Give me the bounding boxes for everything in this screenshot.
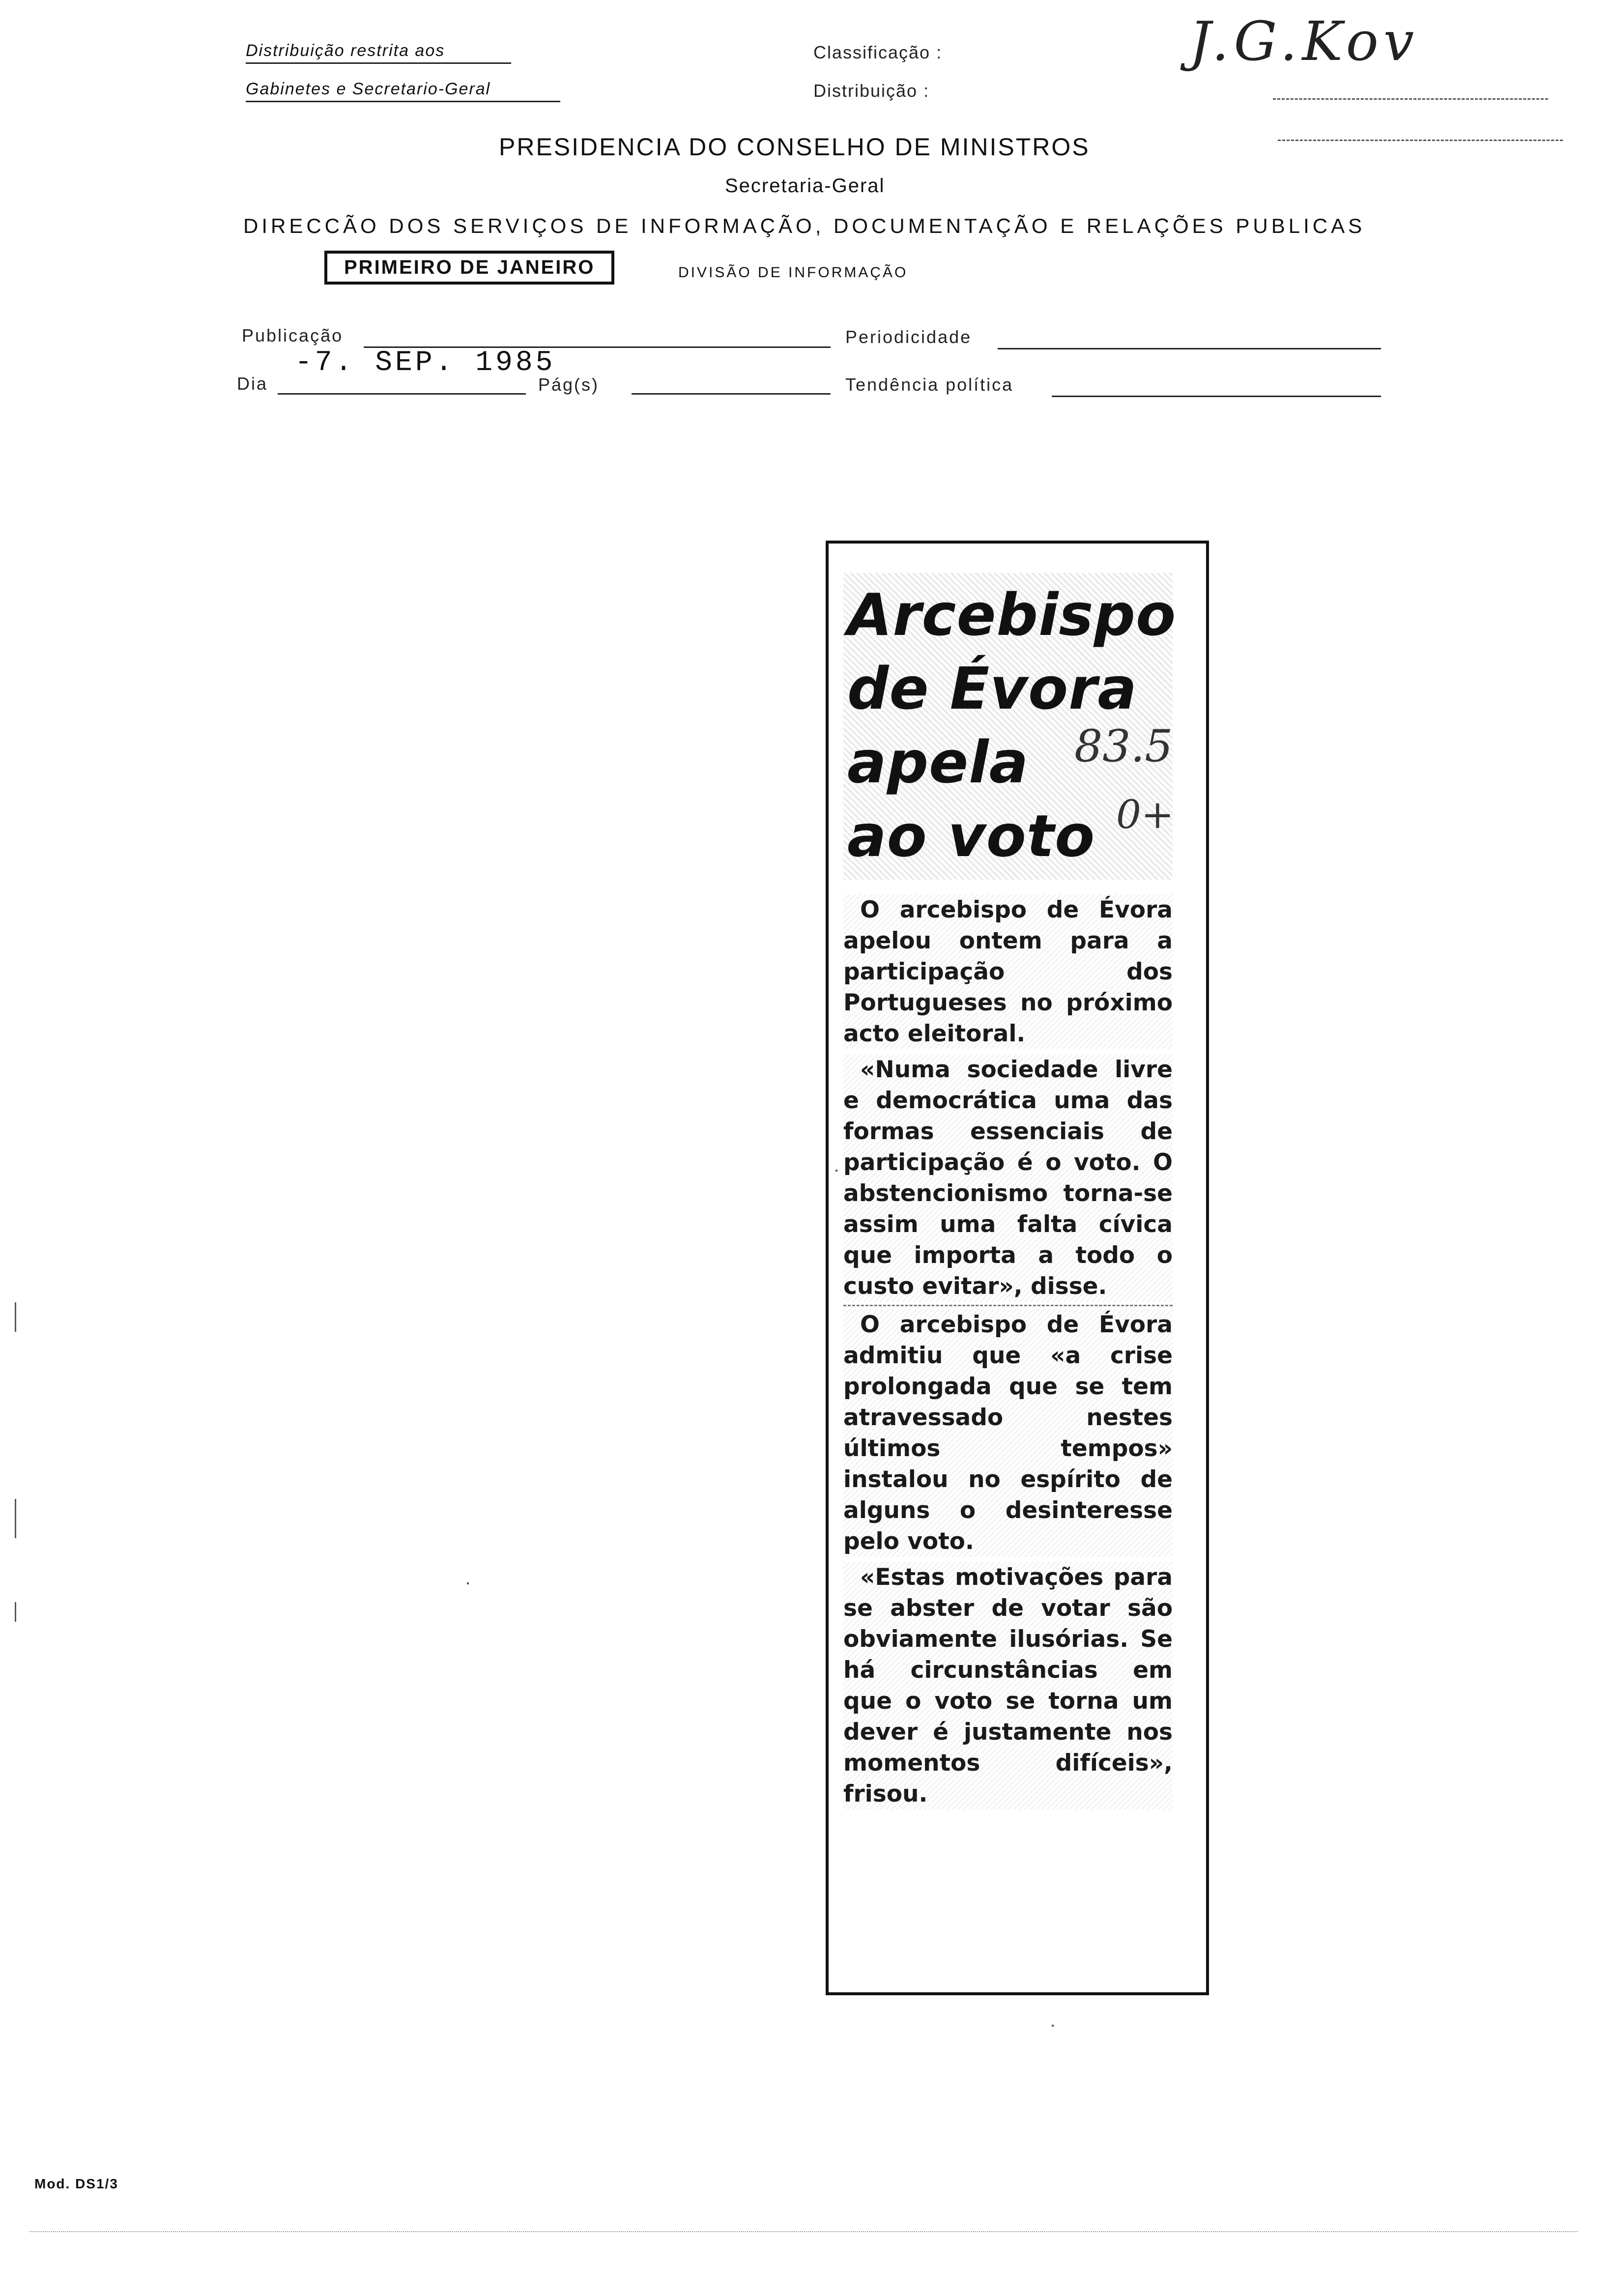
column-separator (843, 1305, 1173, 1306)
scan-speck (15, 1602, 16, 1622)
scan-speck (15, 1499, 16, 1538)
periodicidade-line (998, 348, 1381, 349)
divisao-informacao: DIVISÃO DE INFORMAÇÃO (678, 264, 908, 281)
article-paragraph: O arcebispo de Évora apelou ontem para a participação dos Portugueses no próximo acto eleitoral. (843, 894, 1173, 1049)
scan-speck (467, 1582, 469, 1584)
scan-noise-line (29, 2231, 1578, 2232)
clipping-content (843, 573, 1177, 1809)
scan-speck (1052, 2025, 1054, 2027)
dashed-rule (1273, 98, 1548, 100)
periodicidade-label: Periodicidade (845, 327, 972, 347)
dashed-rule (1278, 140, 1563, 141)
article-paragraph: O arcebispo de Évora admitiu que «a crise prolongada que se tem atravessado nestes últimos tempos» instalou no espírito de alguns o desinteresse pelo voto. (843, 1309, 1173, 1557)
scan-speck (835, 1170, 837, 1172)
headline-block (843, 573, 1177, 880)
secretaria-geral: Secretaria-Geral (725, 175, 885, 197)
headline-line-2: de Évora (847, 655, 1137, 722)
scan-speck (15, 1302, 16, 1332)
dia-line (278, 393, 526, 395)
publicacao-label: Publicação (242, 325, 344, 345)
distribution-restriction-line1: Distribuição restrita aos (246, 41, 511, 64)
pags-line (632, 393, 831, 395)
pags-label: Pág(s) (538, 374, 600, 395)
article-body (843, 894, 1173, 1809)
article-paragraph: «Estas motivações para se abster de votar são obviamente ilusórias. Se há circunstâncias em que o voto se torna um dever é justamente nos momentos difíceis», frisou. (843, 1562, 1173, 1809)
newspaper-clipping (826, 541, 1209, 1995)
tendencia-line (1052, 396, 1381, 397)
distribuicao-label: Distribuição : (813, 81, 930, 101)
handwritten-mark: 0+ (1116, 792, 1174, 837)
headline-line-1: Arcebispo (847, 581, 1177, 649)
dia-label: Dia (237, 373, 268, 394)
direccao-servicos: DIRECCÃO DOS SERVIÇOS DE INFORMAÇÃO, DOCUMENTAÇÃO E RELAÇÕES PUBLICAS (243, 214, 1366, 237)
form-code: Mod. DS1/3 (34, 2176, 118, 2191)
newspaper-stamp: PRIMEIRO DE JANEIRO (324, 251, 614, 285)
article-paragraph: «Numa sociedade livre e democrática uma das formas essenciais de participação é o voto. O abstencionismo torna-se assim uma falta cívica que importa a todo o custo evitar», disse. (843, 1054, 1173, 1302)
distribution-restriction-line2: Gabinetes e Secretario-Geral (246, 80, 560, 102)
handwritten-signature: J.G.Kov (1189, 10, 1419, 73)
headline-line-3: apela (847, 728, 1029, 796)
organization-title: PRESIDENCIA DO CONSELHO DE MINISTROS (499, 133, 1090, 161)
classificacao-label: Classificação : (813, 42, 943, 62)
headline-line-4: ao voto (847, 802, 1095, 870)
date-stamp: -7. SEP. 1985 (295, 347, 556, 379)
handwritten-mark: 83.5 (1074, 720, 1173, 772)
tendencia-label: Tendência política (845, 374, 1014, 395)
